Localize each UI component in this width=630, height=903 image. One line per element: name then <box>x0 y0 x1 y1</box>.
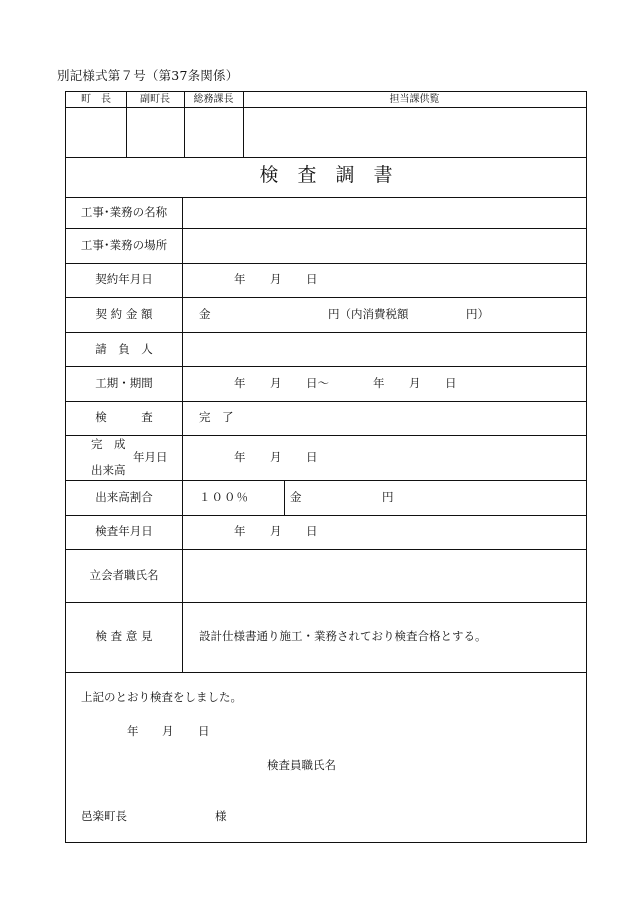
field-project-location[interactable] <box>183 229 586 263</box>
stamp-box-mayor[interactable] <box>66 108 126 157</box>
field-project-name[interactable] <box>183 198 586 228</box>
stamp-box-general-affairs[interactable] <box>184 108 243 157</box>
label-period: 工期・期間 <box>95 376 153 390</box>
label-project-location: 工事･業務の場所 <box>80 238 168 252</box>
completion-year-unit: 年 <box>234 450 246 464</box>
inspection-date-year-unit: 年 <box>234 524 246 538</box>
inspector-name-label: 検査員職氏名 <box>267 758 336 772</box>
honorific: 様 <box>215 809 227 823</box>
contract-date-year-unit: 年 <box>234 272 246 286</box>
footer-day-unit: 日 <box>198 724 210 738</box>
label-inspection-date: 検査年月日 <box>95 524 153 538</box>
footer-statement: 上記のとおり検査をしました。 <box>81 690 242 704</box>
period-start-day-unit: 日～ <box>306 376 329 390</box>
label-completion-date: 年月日 <box>133 450 168 464</box>
approval-deputy-mayor: 副町長 <box>140 94 170 105</box>
footer-year-unit: 年 <box>127 724 139 738</box>
approval-general-affairs: 総務課長 <box>193 94 234 105</box>
completion-day-unit: 日 <box>306 450 318 464</box>
label-contract-date: 契約年月日 <box>95 272 153 286</box>
contract-amount-tax-open: 円（内消費税額 <box>328 307 409 321</box>
stamp-box-deputy-mayor[interactable] <box>126 108 184 157</box>
inspection-date-month-unit: 月 <box>270 524 282 538</box>
period-start-month-unit: 月 <box>270 376 282 390</box>
label-inspection: 検 査 <box>95 410 153 424</box>
label-contract-amount: 契 約 金 額 <box>95 307 153 321</box>
completion-month-unit: 月 <box>270 450 282 464</box>
document-title: 検 査 調 書 <box>259 164 393 186</box>
label-opinion: 検 査 意 見 <box>95 629 153 643</box>
approval-mayor: 町 長 <box>81 94 111 105</box>
period-start-year-unit: 年 <box>234 376 246 390</box>
inspection-opinion: 設計仕様書通り施工・業務されており検査合格とする。 <box>199 629 487 643</box>
label-progress-rate: 出来高割合 <box>95 490 153 504</box>
contract-date-day-unit: 日 <box>306 272 318 286</box>
inspection-status: 完 了 <box>199 410 234 424</box>
inspection-report-form <box>65 91 587 843</box>
period-end-day-unit: 日 <box>445 376 457 390</box>
label-contractor: 請 負 人 <box>95 342 153 356</box>
progress-amount-yen: 円 <box>382 490 394 504</box>
form-reference: 別記様式第７号（第37条関係） <box>57 68 239 83</box>
label-project-name: 工事･業務の名称 <box>80 205 168 219</box>
period-end-year-unit: 年 <box>373 376 385 390</box>
mayor-addressee: 邑楽町長 <box>81 809 127 823</box>
progress-amount-kin: 金 <box>290 490 302 504</box>
field-contractor[interactable] <box>183 333 586 366</box>
contract-date-month-unit: 月 <box>270 272 282 286</box>
stamp-box-department[interactable] <box>243 108 586 157</box>
label-witness: 立会者職氏名 <box>89 568 159 582</box>
field-witness[interactable] <box>183 550 586 602</box>
period-end-month-unit: 月 <box>409 376 421 390</box>
contract-amount-tax-close: 円） <box>466 307 489 321</box>
label-progress: 出来高 <box>91 463 126 477</box>
approval-department: 担当課供覧 <box>389 94 440 105</box>
progress-rate-value: １００％ <box>199 490 249 504</box>
footer-month-unit: 月 <box>162 724 174 738</box>
contract-amount-kin: 金 <box>199 307 211 321</box>
inspection-date-day-unit: 日 <box>306 524 318 538</box>
label-completion: 完 成 <box>91 437 126 451</box>
